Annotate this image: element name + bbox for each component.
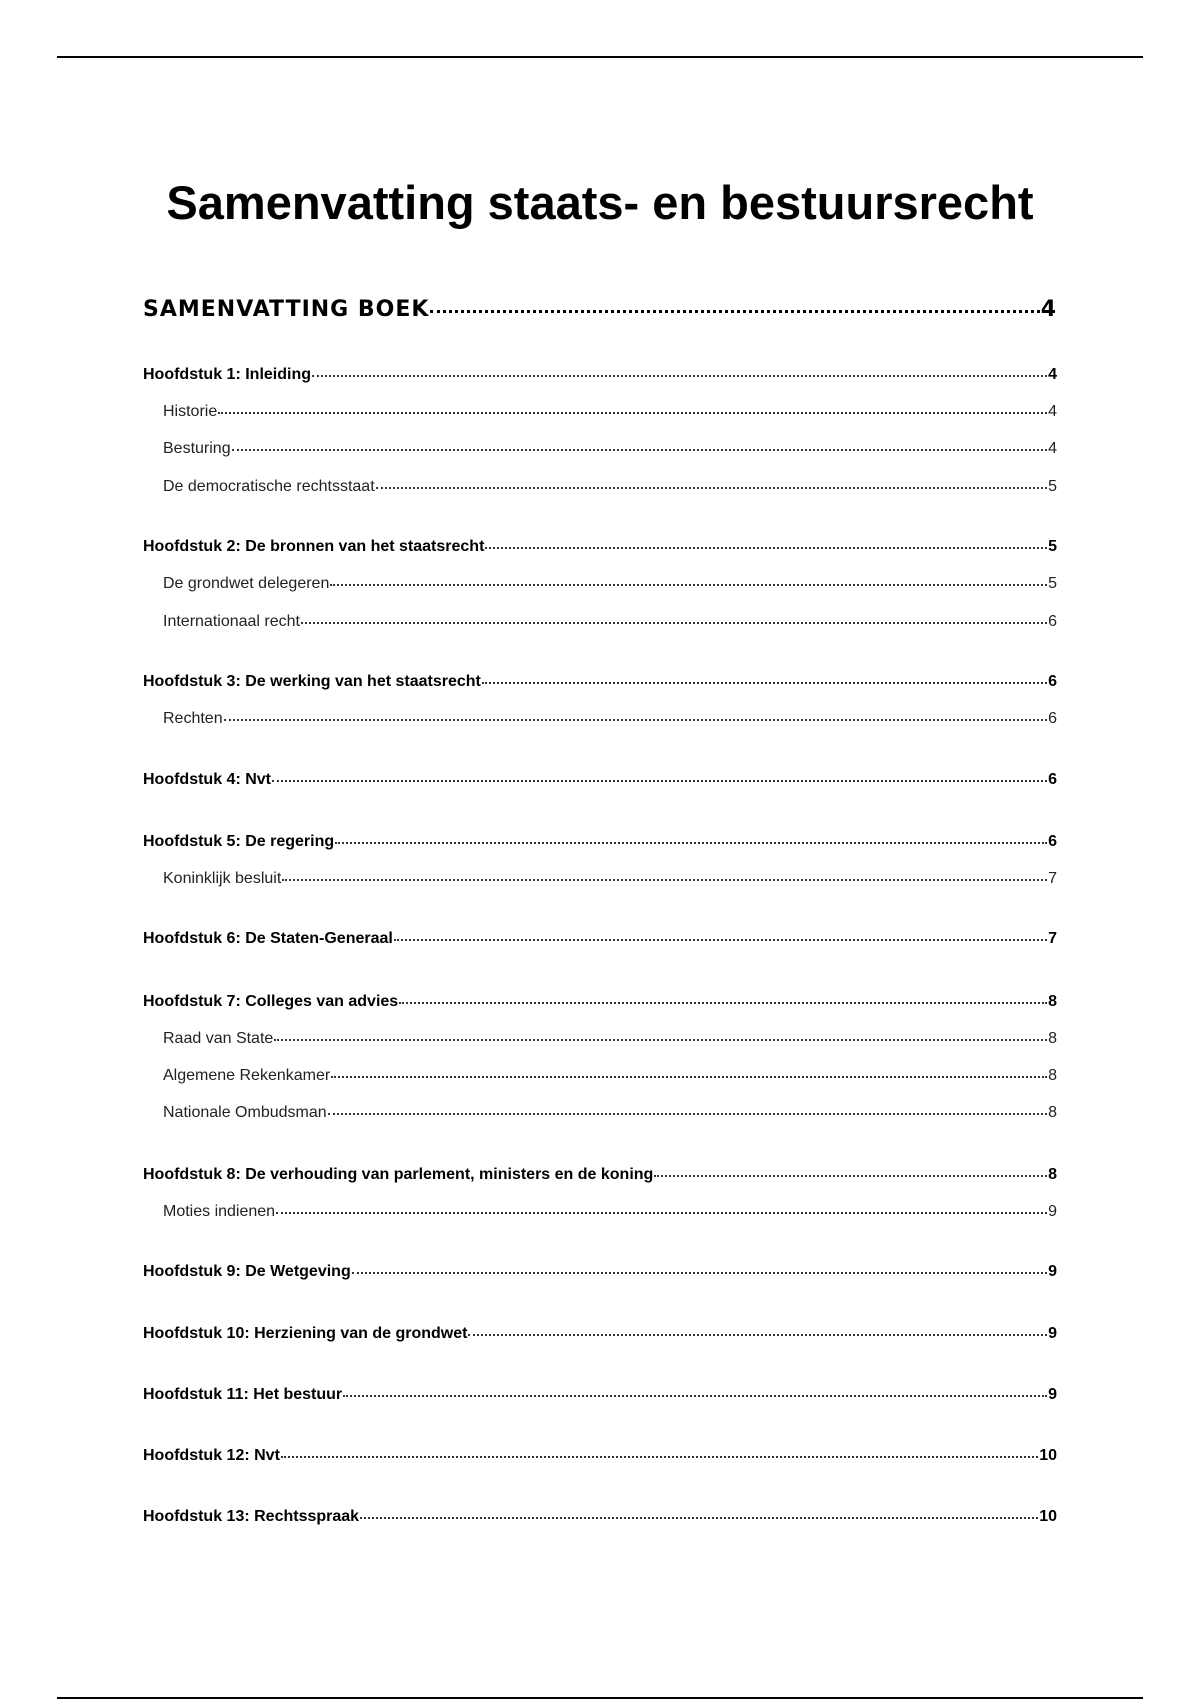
toc-page-number: 9 xyxy=(1048,1263,1057,1280)
toc-subsection-entry[interactable] xyxy=(143,440,1057,458)
toc-subsection-entry[interactable] xyxy=(143,710,1057,728)
toc-entry-title: Hoofdstuk 7: Colleges van advies xyxy=(143,993,399,1010)
toc-dot-leader xyxy=(352,1272,1047,1274)
header-rule xyxy=(57,56,1143,58)
toc-page-number: 8 xyxy=(1048,1030,1057,1047)
toc-page-number: 5 xyxy=(1048,575,1057,592)
toc-page-number: 9 xyxy=(1048,1325,1057,1342)
toc-dot-leader xyxy=(276,1212,1047,1214)
toc-chapter-entry[interactable] xyxy=(143,833,1057,851)
toc-entry-title: Hoofdstuk 2: De bronnen van het staatsrecht xyxy=(143,538,485,555)
toc-page-number: 4 xyxy=(1040,297,1057,322)
toc-chapter-entry[interactable] xyxy=(143,366,1057,384)
toc-dot-leader xyxy=(232,449,1048,451)
toc-entry-title: Hoofdstuk 4: Nvt xyxy=(143,771,271,788)
toc-entry-title: Historie xyxy=(163,403,218,420)
toc-chapter-entry[interactable] xyxy=(143,993,1057,1011)
toc-entry-title: Besturing xyxy=(163,440,231,457)
toc-page-number: 6 xyxy=(1048,833,1057,850)
toc-page-number: 4 xyxy=(1048,440,1057,457)
toc-section-heading[interactable] xyxy=(143,297,1057,322)
toc-dot-leader xyxy=(335,842,1047,844)
toc-page-number: 4 xyxy=(1048,403,1057,420)
toc-chapter-entry[interactable] xyxy=(143,1386,1057,1404)
toc-page-number: 6 xyxy=(1048,771,1057,788)
toc-entry-title: Nationale Ombudsman xyxy=(163,1104,327,1121)
toc-entry-title: Hoofdstuk 6: De Staten-Generaal xyxy=(143,930,393,947)
toc-chapter-entry[interactable] xyxy=(143,1166,1057,1184)
toc-entry-title: Koninklijk besluit xyxy=(163,870,282,887)
toc-page-number: 10 xyxy=(1039,1447,1057,1464)
toc-dot-leader xyxy=(482,682,1047,684)
toc-page-number: 4 xyxy=(1048,366,1057,383)
toc-chapter-entry[interactable] xyxy=(143,1263,1057,1281)
toc-dot-leader xyxy=(274,1039,1047,1041)
toc-page-number: 8 xyxy=(1048,1067,1057,1084)
toc-entry-title: Hoofdstuk 10: Herziening van de grondwet xyxy=(143,1325,468,1342)
toc-page-number: 8 xyxy=(1048,1166,1057,1183)
toc-dot-leader xyxy=(330,584,1047,586)
toc-subsection-entry[interactable] xyxy=(143,870,1057,888)
toc-entry-title: Hoofdstuk 12: Nvt xyxy=(143,1447,280,1464)
toc-entry-title: Algemene Rekenkamer xyxy=(163,1067,331,1084)
toc-chapter-entry[interactable] xyxy=(143,673,1057,691)
toc-subsection-entry[interactable] xyxy=(143,1203,1057,1221)
toc-entry-title: Internationaal recht xyxy=(163,613,300,630)
toc-page-number: 7 xyxy=(1048,870,1057,887)
toc-chapter-entry[interactable] xyxy=(143,930,1057,948)
footer-rule xyxy=(57,1697,1143,1699)
toc-entry-title: Hoofdstuk 13: Rechtsspraak xyxy=(143,1508,360,1525)
toc-page-number: 5 xyxy=(1048,478,1057,495)
toc-dot-leader xyxy=(224,719,1048,721)
toc-chapter-entry[interactable] xyxy=(143,538,1057,556)
toc-subsection-entry[interactable] xyxy=(143,1067,1057,1085)
toc-dot-leader xyxy=(331,1076,1047,1078)
toc-dot-leader xyxy=(430,310,1039,313)
document-title: Samenvatting staats- en bestuursrecht xyxy=(166,176,1034,230)
toc-entry-title: Hoofdstuk 1: Inleiding xyxy=(143,366,311,383)
toc-entry-title: Rechten xyxy=(163,710,223,727)
toc-subsection-entry[interactable] xyxy=(143,1030,1057,1048)
toc-page-number: 6 xyxy=(1048,673,1057,690)
toc-dot-leader xyxy=(343,1395,1047,1397)
toc-dot-leader xyxy=(218,412,1047,414)
toc-page-number: 8 xyxy=(1048,1104,1057,1121)
toc-dot-leader xyxy=(468,1334,1047,1336)
toc-entry-title: De democratische rechtsstaat xyxy=(163,478,375,495)
toc-entry-title: Hoofdstuk 3: De werking van het staatsrecht xyxy=(143,673,481,690)
toc-chapter-entry[interactable] xyxy=(143,771,1057,789)
toc-dot-leader xyxy=(654,1175,1047,1177)
toc-dot-leader xyxy=(394,939,1047,941)
toc-entry-title: Hoofdstuk 9: De Wetgeving xyxy=(143,1263,351,1280)
toc-page-number: 8 xyxy=(1048,993,1057,1010)
toc-entry-title: SAMENVATTING BOEK xyxy=(143,297,430,322)
toc-dot-leader xyxy=(376,487,1047,489)
toc-entry-title: Moties indienen xyxy=(163,1203,276,1220)
toc-dot-leader xyxy=(485,547,1047,549)
toc-page-number: 6 xyxy=(1048,613,1057,630)
toc-entry-title: Raad van State xyxy=(163,1030,274,1047)
toc-dot-leader xyxy=(360,1517,1038,1519)
toc-entry-title: De grondwet delegeren xyxy=(163,575,330,592)
toc-entry-title: Hoofdstuk 11: Het bestuur xyxy=(143,1386,343,1403)
toc-subsection-entry[interactable] xyxy=(143,403,1057,421)
toc-chapter-entry[interactable] xyxy=(143,1447,1057,1465)
toc-page-number: 9 xyxy=(1048,1203,1057,1220)
toc-chapter-entry[interactable] xyxy=(143,1325,1057,1343)
toc-page-number: 7 xyxy=(1048,930,1057,947)
toc-subsection-entry[interactable] xyxy=(143,478,1057,496)
toc-dot-leader xyxy=(272,780,1047,782)
toc-subsection-entry[interactable] xyxy=(143,613,1057,631)
toc-page-number: 10 xyxy=(1039,1508,1057,1525)
toc-dot-leader xyxy=(282,879,1047,881)
toc-subsection-entry[interactable] xyxy=(143,1104,1057,1122)
toc-page-number: 6 xyxy=(1048,710,1057,727)
toc-page-number: 5 xyxy=(1048,538,1057,555)
toc-entry-title: Hoofdstuk 8: De verhouding van parlement, ministers en de koning xyxy=(143,1166,654,1183)
toc-dot-leader xyxy=(281,1456,1038,1458)
toc-subsection-entry[interactable] xyxy=(143,575,1057,593)
toc-entry-title: Hoofdstuk 5: De regering xyxy=(143,833,335,850)
toc-dot-leader xyxy=(301,622,1047,624)
toc-dot-leader xyxy=(328,1113,1047,1115)
toc-page-number: 9 xyxy=(1048,1386,1057,1403)
toc-chapter-entry[interactable] xyxy=(143,1508,1057,1526)
toc-dot-leader xyxy=(399,1002,1047,1004)
toc-dot-leader xyxy=(312,375,1047,377)
